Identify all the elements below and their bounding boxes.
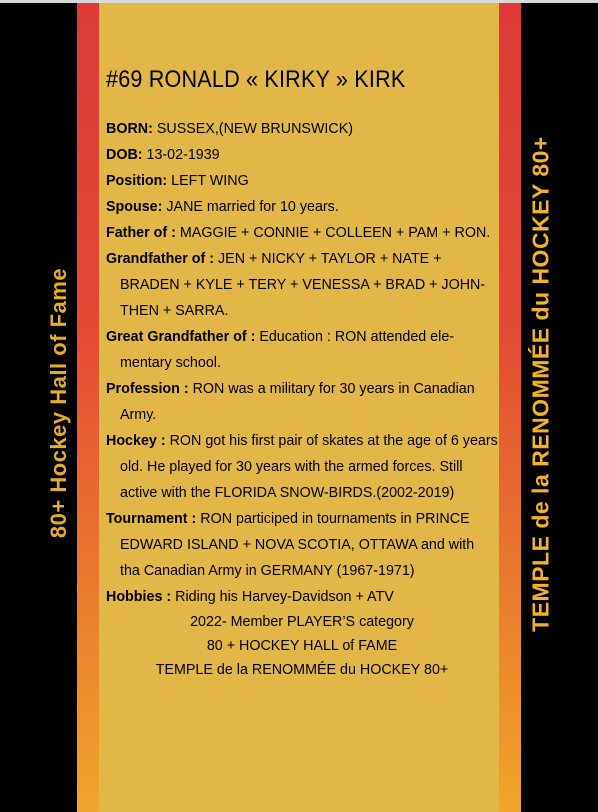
player-title: #69 RONALD « KIRKY » KIRK [106, 66, 406, 93]
field-label: Profession : [106, 381, 189, 397]
field-label: Great Grandfather of : [106, 329, 256, 345]
right-gradient-stripe [499, 3, 521, 812]
field-born [106, 116, 498, 142]
field-value: RON got his first pair of skates at the age of 6 years old. He played for 30 years with the armed forces. Still active with the FLORIDA SNOW-BIRDS.(2002-2019) [120, 433, 498, 501]
field-label: Hobbies : [106, 589, 172, 605]
field-label: Grandfather of : [106, 251, 215, 267]
field-value: SUSSEX,(NEW BRUNSWICK) [152, 121, 354, 137]
side-title-left: 80+ Hockey Hall of Fame [46, 267, 71, 539]
field-label: DOB: [106, 147, 143, 163]
bio-fields [106, 116, 498, 610]
field-hockey [106, 428, 498, 506]
field-value: MAGGIE + CONNIE + COLLEEN + PAM + RON. [175, 225, 491, 241]
field-value: 13-02-1939 [142, 147, 220, 163]
field-spouse [106, 194, 498, 220]
membership-footer [106, 610, 498, 682]
field-value: Education : RON attended ele-mentary school. [120, 329, 455, 371]
field-tournament [106, 506, 498, 584]
field-label: Hockey : [106, 433, 166, 449]
footer-line-hall: 80 + HOCKEY HALL of FAME [206, 638, 398, 654]
left-gradient-stripe [77, 3, 99, 812]
footer-line-temple: TEMPLE de la RENOMMÉE du HOCKEY 80+ [155, 662, 449, 678]
field-great-grandfather-of [106, 324, 498, 376]
field-label: BORN: [106, 121, 153, 137]
field-value: Riding his Harvey-Davidson + ATV [171, 589, 394, 605]
field-value: JANE married for 10 years. [162, 199, 339, 215]
field-position [106, 168, 498, 194]
field-dob [106, 142, 498, 168]
field-value: LEFT WING [167, 173, 249, 189]
field-father-of [106, 220, 498, 246]
field-profession [106, 376, 498, 428]
field-label: Spouse: [106, 199, 163, 215]
field-hobbies [106, 584, 498, 610]
footer-line-member: 2022- Member PLAYER’S category [190, 614, 414, 630]
field-value: RON participed in tournaments in PRINCE EDWARD ISLAND + NOVA SCOTIA, OTTAWA and with tha Canadian Army in GERMANY (1967-1971) [120, 511, 475, 579]
field-label: Position: [106, 173, 168, 189]
card-content [106, 66, 498, 682]
field-value: JEN + NICKY + TAYLOR + NATE + BRADEN + KYLE + TERY + VENESSA + BRAD + JOHN-THEN + SARRA. [120, 251, 486, 319]
field-grandfather-of [106, 246, 498, 324]
side-title-right: TEMPLE de la RENOMMÉE du HOCKEY 80+ [527, 136, 554, 632]
field-label: Father of : [106, 225, 176, 241]
field-value: RON was a military for 30 years in Canadian Army. [120, 381, 475, 423]
field-label: Tournament : [106, 511, 197, 527]
